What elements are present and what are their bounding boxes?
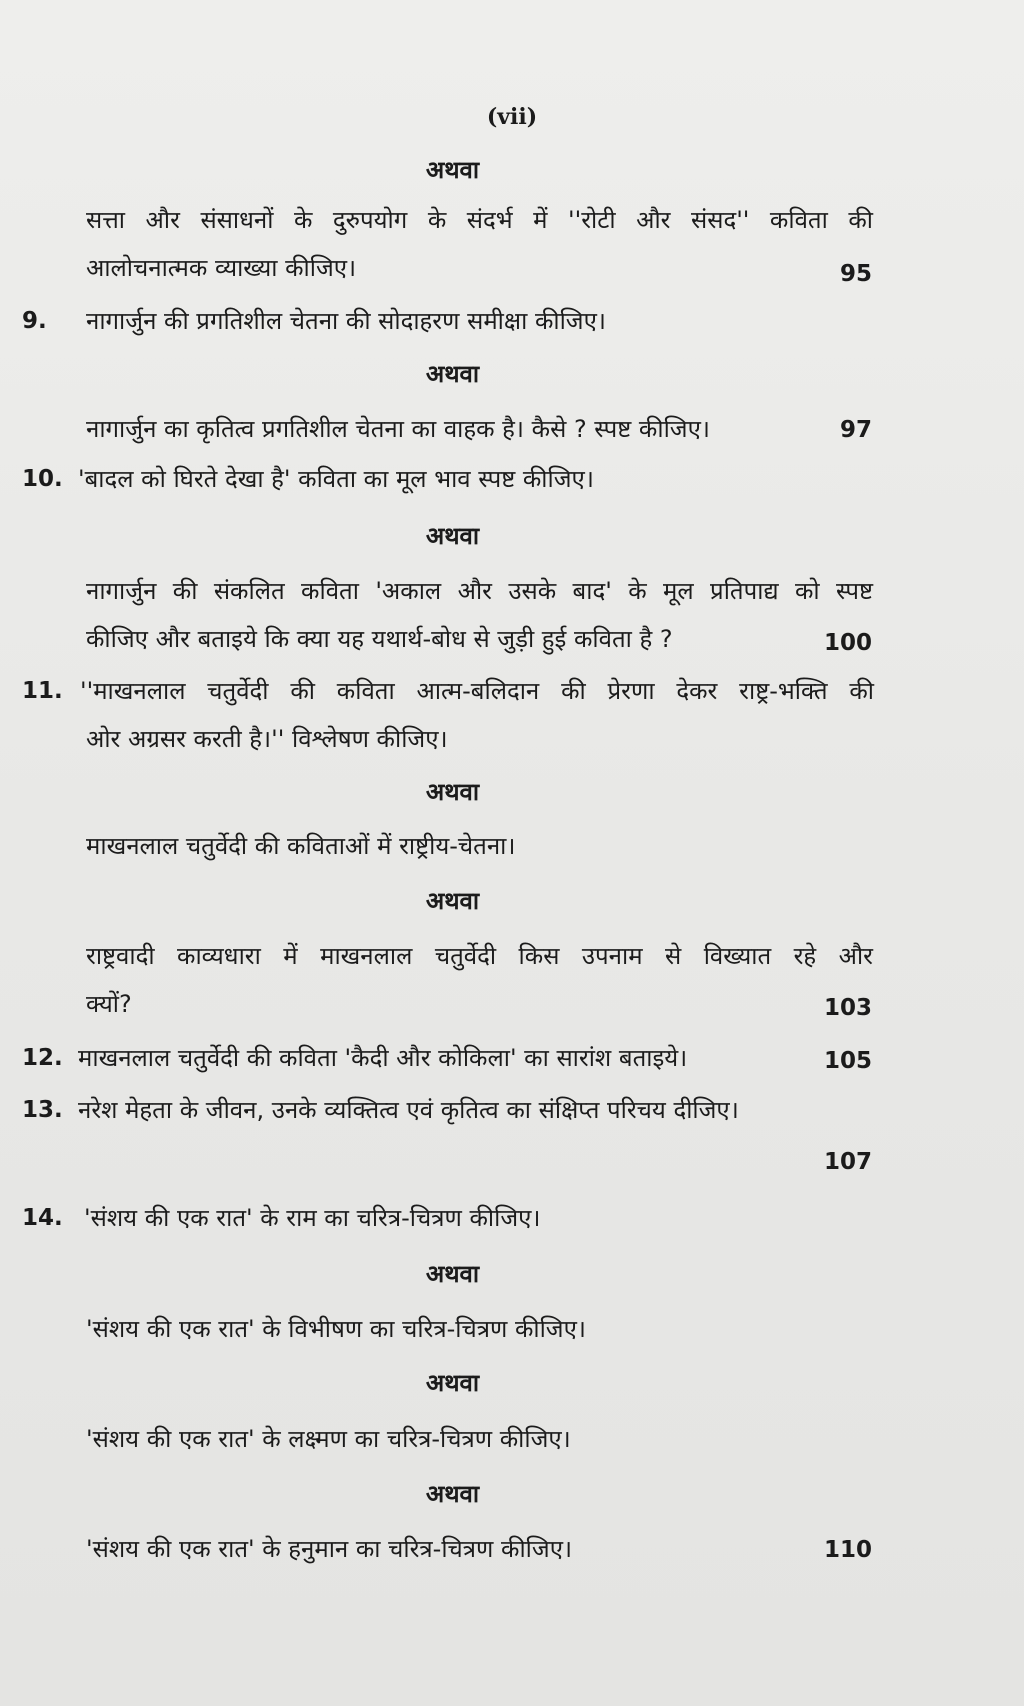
athva-heading: अथवा (425, 1369, 480, 1397)
q14-alt-1: 'संशय की एक रात' के विभीषण का चरित्र-चित्रण कीजिए। (86, 1315, 586, 1343)
q11-alt-2-line-1: राष्ट्रवादी काव्यधारा में माखनलाल चतुर्वेदी किस उपनाम से विख्यात रहे और (86, 942, 873, 970)
q10-alt-line-2: कीजिए और बताइये कि क्या यह यथार्थ-बोध से जुड़ी हुई कविता है ? (86, 625, 673, 653)
q14-page-ref: 110 (823, 1537, 872, 1563)
q12-text: माखनलाल चतुर्वेदी की कविता 'कैदी और कोकिला' का सारांश बताइये। (78, 1044, 688, 1072)
q12-page-ref: 105 (823, 1048, 872, 1074)
q10-text: 'बादल को घिरते देखा है' कविता का मूल भाव स्पष्ट कीजिए। (78, 465, 594, 493)
athva-heading: अथवा (425, 360, 480, 388)
q8-alt-line-1: सत्ता और संसाधनों के दुरुपयोग के संदर्भ में ''रोटी और संसद'' कविता की (86, 206, 873, 234)
q11-alt-2-line-2: क्यों? (86, 990, 132, 1018)
athva-heading: अथवा (425, 887, 480, 915)
athva-heading: अथवा (425, 778, 480, 806)
page-number: (vii) (486, 104, 538, 130)
q11-alt-1: माखनलाल चतुर्वेदी की कविताओं में राष्ट्रीय-चेतना। (86, 832, 516, 860)
athva-heading: अथवा (425, 1260, 480, 1288)
q10-number: 10. (22, 466, 63, 492)
q9-number: 9. (22, 308, 47, 334)
athva-heading: अथवा (425, 1480, 480, 1508)
q14-alt-2: 'संशय की एक रात' के लक्ष्मण का चरित्र-चित्रण कीजिए। (86, 1425, 571, 1453)
q11-line-2: ओर अग्रसर करती है।'' विश्लेषण कीजिए। (86, 725, 448, 753)
q11-page-ref: 103 (823, 995, 872, 1021)
q13-page-ref: 107 (823, 1149, 872, 1175)
q11-number: 11. (22, 678, 63, 704)
q14-text: 'संशय की एक रात' के राम का चरित्र-चित्रण कीजिए। (84, 1204, 541, 1232)
q11-line-1: ''माखनलाल चतुर्वेदी की कविता आत्म-बलिदान की प्रेरणा देकर राष्ट्र-भक्ति की (80, 677, 874, 705)
q10-page-ref: 100 (823, 630, 872, 656)
q13-text: नरेश मेहता के जीवन, उनके व्यक्तित्व एवं कृतित्व का संक्षिप्त परिचय दीजिए। (78, 1096, 739, 1124)
q10-alt-line-1: नागार्जुन की संकलित कविता 'अकाल और उसके बाद' के मूल प्रतिपाद्य को स्पष्ट (86, 577, 873, 605)
q8-page-ref: 95 (839, 261, 872, 287)
q13-number: 13. (22, 1097, 63, 1123)
q14-alt-3: 'संशय की एक रात' के हनुमान का चरित्र-चित्रण कीजिए। (86, 1535, 573, 1563)
q14-number: 14. (22, 1205, 63, 1231)
q9-text: नागार्जुन की प्रगतिशील चेतना की सोदाहरण समीक्षा कीजिए। (86, 307, 606, 335)
q8-alt-line-2: आलोचनात्मक व्याख्या कीजिए। (86, 254, 357, 282)
q12-number: 12. (22, 1045, 63, 1071)
q9-page-ref: 97 (839, 417, 872, 443)
q9-alt-text: नागार्जुन का कृतित्व प्रगतिशील चेतना का वाहक है। कैसे ? स्पष्ट कीजिए। (86, 415, 710, 443)
athva-heading: अथवा (425, 156, 480, 184)
athva-heading: अथवा (425, 522, 480, 550)
